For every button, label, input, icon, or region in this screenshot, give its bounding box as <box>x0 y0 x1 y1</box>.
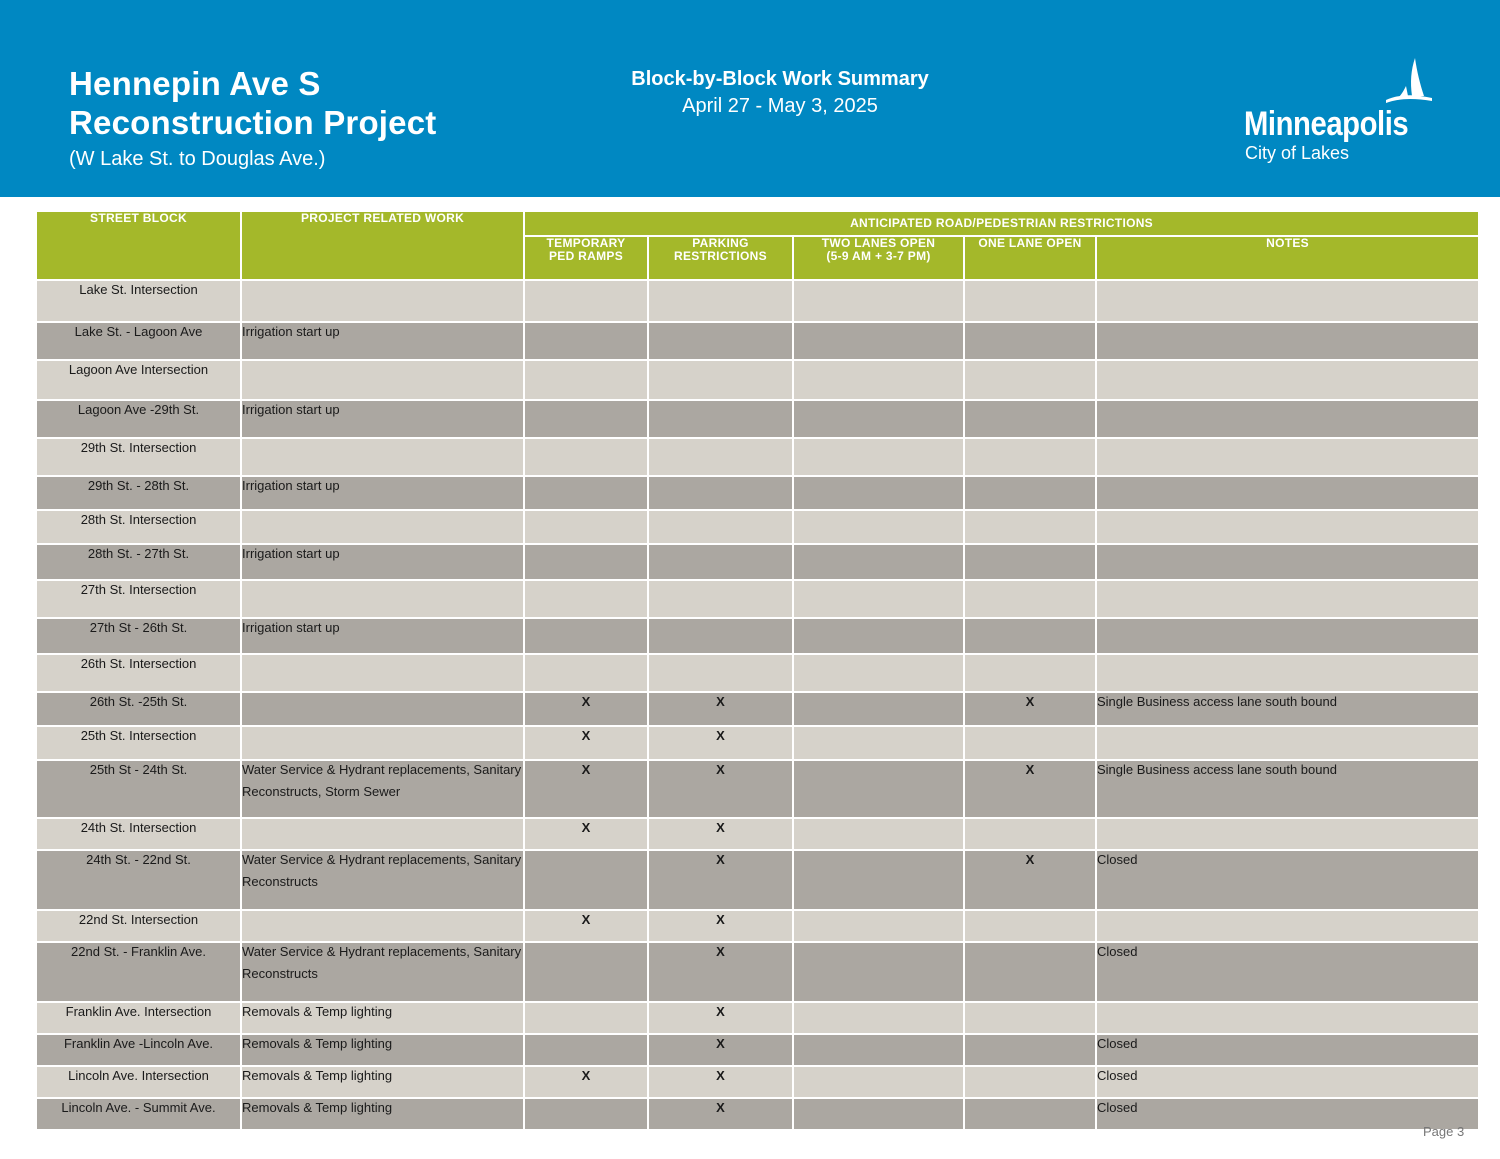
header-two-lanes-line2: (5-9 AM + 3-7 PM) <box>826 249 931 263</box>
street-block-cell: Lagoon Ave Intersection <box>36 360 241 400</box>
work-summary-table <box>35 210 1480 1131</box>
header-restrictions-group: ANTICIPATED ROAD/PEDESTRIAN RESTRICTIONS <box>524 211 1479 236</box>
one-lane-open-cell <box>964 618 1096 654</box>
table-row <box>36 280 1479 322</box>
parking-restrictions-cell: X <box>648 1002 793 1034</box>
table-row <box>36 322 1479 360</box>
project-work-line: Water Service & Hydrant replacements, Sanitary <box>242 852 522 867</box>
two-lanes-open-cell <box>793 544 964 580</box>
two-lanes-open-cell <box>793 360 964 400</box>
two-lanes-open-cell <box>793 1002 964 1034</box>
temp-ped-ramps-cell <box>524 850 648 910</box>
street-block-cell: 26th St. -25th St. <box>36 692 241 726</box>
two-lanes-open-cell <box>793 760 964 818</box>
one-lane-open-cell <box>964 654 1096 692</box>
project-work-cell <box>241 692 524 726</box>
street-block-cell: Lagoon Ave -29th St. <box>36 400 241 438</box>
street-block-cell: 25th St - 24th St. <box>36 760 241 818</box>
table-row <box>36 726 1479 760</box>
header-project-work: PROJECT RELATED WORK <box>241 211 524 280</box>
notes-cell: Closed <box>1096 942 1479 1002</box>
project-work-line: Irrigation start up <box>242 546 340 561</box>
table-row <box>36 654 1479 692</box>
parking-restrictions-cell: X <box>648 1034 793 1066</box>
one-lane-open-cell <box>964 476 1096 510</box>
project-work-line: Removals & Temp lighting <box>242 1004 393 1019</box>
street-block-cell: 22nd St. Intersection <box>36 910 241 942</box>
header-two-lanes <box>793 236 964 280</box>
temp-ped-ramps-cell <box>524 544 648 580</box>
two-lanes-open-cell <box>793 322 964 360</box>
header-parking <box>648 236 793 280</box>
two-lanes-open-cell <box>793 1034 964 1066</box>
street-block-cell: 28th St. - 27th St. <box>36 544 241 580</box>
header-temp-ped-ramps-line2: PED RAMPS <box>548 249 624 263</box>
parking-restrictions-cell <box>648 510 793 544</box>
project-work-line: Reconstructs, Storm Sewer <box>242 784 401 799</box>
project-work-line: Reconstructs <box>242 966 318 981</box>
table-row <box>36 400 1479 438</box>
temp-ped-ramps-cell: X <box>524 726 648 760</box>
summary-dates: April 27 - May 3, 2025 <box>682 95 878 117</box>
parking-restrictions-cell <box>648 618 793 654</box>
project-work-cell <box>241 544 524 580</box>
parking-restrictions-cell <box>648 400 793 438</box>
project-work-cell <box>241 850 524 910</box>
project-work-cell <box>241 280 524 322</box>
parking-restrictions-cell: X <box>648 692 793 726</box>
street-block-cell: Franklin Ave. Intersection <box>36 1002 241 1034</box>
project-work-line: Removals & Temp lighting <box>242 1036 393 1051</box>
street-block-cell: 22nd St. - Franklin Ave. <box>36 942 241 1002</box>
one-lane-open-cell <box>964 1098 1096 1130</box>
project-work-cell <box>241 1098 524 1130</box>
table-row <box>36 476 1479 510</box>
header-one-lane: ONE LANE OPEN <box>964 236 1096 280</box>
project-work-cell <box>241 476 524 510</box>
table-row <box>36 510 1479 544</box>
parking-restrictions-cell <box>648 476 793 510</box>
one-lane-open-cell <box>964 942 1096 1002</box>
one-lane-open-cell <box>964 544 1096 580</box>
two-lanes-open-cell <box>793 850 964 910</box>
table-row <box>36 618 1479 654</box>
notes-cell: Closed <box>1096 1066 1479 1098</box>
street-block-cell: 29th St. Intersection <box>36 438 241 476</box>
temp-ped-ramps-cell <box>524 654 648 692</box>
two-lanes-open-cell <box>793 280 964 322</box>
notes-cell <box>1096 400 1479 438</box>
temp-ped-ramps-cell <box>524 1098 648 1130</box>
project-work-line: Irrigation start up <box>242 478 340 493</box>
notes-cell <box>1096 818 1479 850</box>
street-block-cell: 25th St. Intersection <box>36 726 241 760</box>
one-lane-open-cell: X <box>964 760 1096 818</box>
table-row <box>36 760 1479 818</box>
header-parking-line1: PARKING <box>692 236 749 250</box>
parking-restrictions-cell: X <box>648 942 793 1002</box>
project-work-line: Reconstructs <box>242 874 318 889</box>
project-work-line: Irrigation start up <box>242 620 340 635</box>
table-row <box>36 942 1479 1002</box>
parking-restrictions-cell <box>648 544 793 580</box>
temp-ped-ramps-cell <box>524 360 648 400</box>
notes-cell: Closed <box>1096 1034 1479 1066</box>
header-temp-ped-ramps <box>524 236 648 280</box>
notes-cell <box>1096 910 1479 942</box>
notes-cell <box>1096 1002 1479 1034</box>
notes-cell: Single Business access lane south bound <box>1096 760 1479 818</box>
logo-tagline: City of Lakes <box>1245 143 1350 163</box>
header-parking-line2: RESTRICTIONS <box>674 249 767 263</box>
parking-restrictions-cell <box>648 438 793 476</box>
project-work-line: Water Service & Hydrant replacements, Sanitary <box>242 762 522 777</box>
project-work-line: Removals & Temp lighting <box>242 1068 393 1083</box>
one-lane-open-cell <box>964 360 1096 400</box>
temp-ped-ramps-cell <box>524 400 648 438</box>
notes-cell <box>1096 280 1479 322</box>
parking-restrictions-cell <box>648 360 793 400</box>
project-work-cell <box>241 322 524 360</box>
two-lanes-open-cell <box>793 942 964 1002</box>
one-lane-open-cell <box>964 580 1096 618</box>
notes-cell <box>1096 618 1479 654</box>
one-lane-open-cell <box>964 1066 1096 1098</box>
temp-ped-ramps-cell: X <box>524 1066 648 1098</box>
parking-restrictions-cell: X <box>648 760 793 818</box>
temp-ped-ramps-cell: X <box>524 910 648 942</box>
street-block-cell: Lake St. Intersection <box>36 280 241 322</box>
project-title-block <box>69 64 436 171</box>
one-lane-open-cell <box>964 280 1096 322</box>
notes-cell: Closed <box>1096 850 1479 910</box>
summary-block <box>560 66 1000 120</box>
one-lane-open-cell <box>964 1034 1096 1066</box>
one-lane-open-cell <box>964 1002 1096 1034</box>
parking-restrictions-cell <box>648 322 793 360</box>
project-work-cell <box>241 654 524 692</box>
street-block-cell: 28th St. Intersection <box>36 510 241 544</box>
table-body <box>36 280 1479 1130</box>
temp-ped-ramps-cell <box>524 510 648 544</box>
parking-restrictions-cell <box>648 280 793 322</box>
header-temp-ped-ramps-line1: TEMPORARY <box>546 236 626 250</box>
street-block-cell: Lincoln Ave. Intersection <box>36 1066 241 1098</box>
summary-title: Block-by-Block Work Summary <box>631 68 929 90</box>
parking-restrictions-cell <box>648 580 793 618</box>
project-work-line: Irrigation start up <box>242 402 340 417</box>
temp-ped-ramps-cell <box>524 322 648 360</box>
project-work-cell <box>241 438 524 476</box>
street-block-cell: 26th St. Intersection <box>36 654 241 692</box>
notes-cell: Single Business access lane south bound <box>1096 692 1479 726</box>
header-street-block: STREET BLOCK <box>36 211 241 280</box>
project-work-cell <box>241 942 524 1002</box>
one-lane-open-cell <box>964 910 1096 942</box>
project-work-cell <box>241 580 524 618</box>
one-lane-open-cell <box>964 818 1096 850</box>
temp-ped-ramps-cell: X <box>524 692 648 726</box>
project-work-cell <box>241 760 524 818</box>
street-block-cell: 24th St. Intersection <box>36 818 241 850</box>
table-row <box>36 580 1479 618</box>
temp-ped-ramps-cell <box>524 1034 648 1066</box>
project-title-line-1: Hennepin Ave S <box>69 65 321 102</box>
project-work-line: Water Service & Hydrant replacements, Sanitary <box>242 944 522 959</box>
two-lanes-open-cell <box>793 654 964 692</box>
table-row <box>36 850 1479 910</box>
table-row <box>36 692 1479 726</box>
logo-wordmark: Minneapolis <box>1244 105 1409 143</box>
project-work-cell <box>241 510 524 544</box>
project-work-line: Removals & Temp lighting <box>242 1100 393 1115</box>
one-lane-open-cell: X <box>964 692 1096 726</box>
two-lanes-open-cell <box>793 580 964 618</box>
project-work-cell <box>241 400 524 438</box>
one-lane-open-cell <box>964 726 1096 760</box>
two-lanes-open-cell <box>793 726 964 760</box>
street-block-cell: 27th St - 26th St. <box>36 618 241 654</box>
two-lanes-open-cell <box>793 510 964 544</box>
parking-restrictions-cell: X <box>648 910 793 942</box>
project-subtitle: (W Lake St. to Douglas Ave.) <box>69 148 326 170</box>
temp-ped-ramps-cell: X <box>524 760 648 818</box>
street-block-cell: Lincoln Ave. - Summit Ave. <box>36 1098 241 1130</box>
page-number: Page 3 <box>1423 1124 1465 1139</box>
table-row <box>36 544 1479 580</box>
two-lanes-open-cell <box>793 692 964 726</box>
parking-restrictions-cell: X <box>648 1066 793 1098</box>
street-block-cell: Franklin Ave -Lincoln Ave. <box>36 1034 241 1066</box>
one-lane-open-cell <box>964 400 1096 438</box>
notes-cell <box>1096 476 1479 510</box>
one-lane-open-cell <box>964 510 1096 544</box>
project-work-line: Irrigation start up <box>242 324 340 339</box>
two-lanes-open-cell <box>793 476 964 510</box>
notes-cell <box>1096 322 1479 360</box>
one-lane-open-cell: X <box>964 850 1096 910</box>
two-lanes-open-cell <box>793 400 964 438</box>
notes-cell <box>1096 510 1479 544</box>
notes-cell: Closed <box>1096 1098 1479 1130</box>
header-band <box>0 0 1500 197</box>
street-block-cell: 29th St. - 28th St. <box>36 476 241 510</box>
street-block-cell: Lake St. - Lagoon Ave <box>36 322 241 360</box>
project-work-cell <box>241 360 524 400</box>
two-lanes-open-cell <box>793 438 964 476</box>
temp-ped-ramps-cell <box>524 618 648 654</box>
project-title-line-2: Reconstruction Project <box>69 104 437 141</box>
parking-restrictions-cell: X <box>648 818 793 850</box>
temp-ped-ramps-cell <box>524 280 648 322</box>
table-row <box>36 360 1479 400</box>
temp-ped-ramps-cell <box>524 1002 648 1034</box>
parking-restrictions-cell: X <box>648 726 793 760</box>
notes-cell <box>1096 360 1479 400</box>
two-lanes-open-cell <box>793 818 964 850</box>
table-row <box>36 1098 1479 1130</box>
table-row <box>36 438 1479 476</box>
street-block-cell: 24th St. - 22nd St. <box>36 850 241 910</box>
two-lanes-open-cell <box>793 1098 964 1130</box>
parking-restrictions-cell: X <box>648 1098 793 1130</box>
notes-cell <box>1096 544 1479 580</box>
project-work-cell <box>241 618 524 654</box>
notes-cell <box>1096 654 1479 692</box>
minneapolis-logo <box>1244 56 1444 168</box>
two-lanes-open-cell <box>793 618 964 654</box>
temp-ped-ramps-cell <box>524 476 648 510</box>
notes-cell <box>1096 726 1479 760</box>
one-lane-open-cell <box>964 438 1096 476</box>
notes-cell <box>1096 580 1479 618</box>
temp-ped-ramps-cell <box>524 438 648 476</box>
temp-ped-ramps-cell <box>524 942 648 1002</box>
project-work-cell <box>241 726 524 760</box>
notes-cell <box>1096 438 1479 476</box>
temp-ped-ramps-cell <box>524 580 648 618</box>
two-lanes-open-cell <box>793 910 964 942</box>
one-lane-open-cell <box>964 322 1096 360</box>
sail-logo-icon <box>1384 56 1434 106</box>
two-lanes-open-cell <box>793 1066 964 1098</box>
parking-restrictions-cell: X <box>648 850 793 910</box>
header-two-lanes-line1: TWO LANES OPEN <box>821 236 936 250</box>
temp-ped-ramps-cell: X <box>524 818 648 850</box>
header-notes: NOTES <box>1096 236 1479 280</box>
street-block-cell: 27th St. Intersection <box>36 580 241 618</box>
parking-restrictions-cell <box>648 654 793 692</box>
